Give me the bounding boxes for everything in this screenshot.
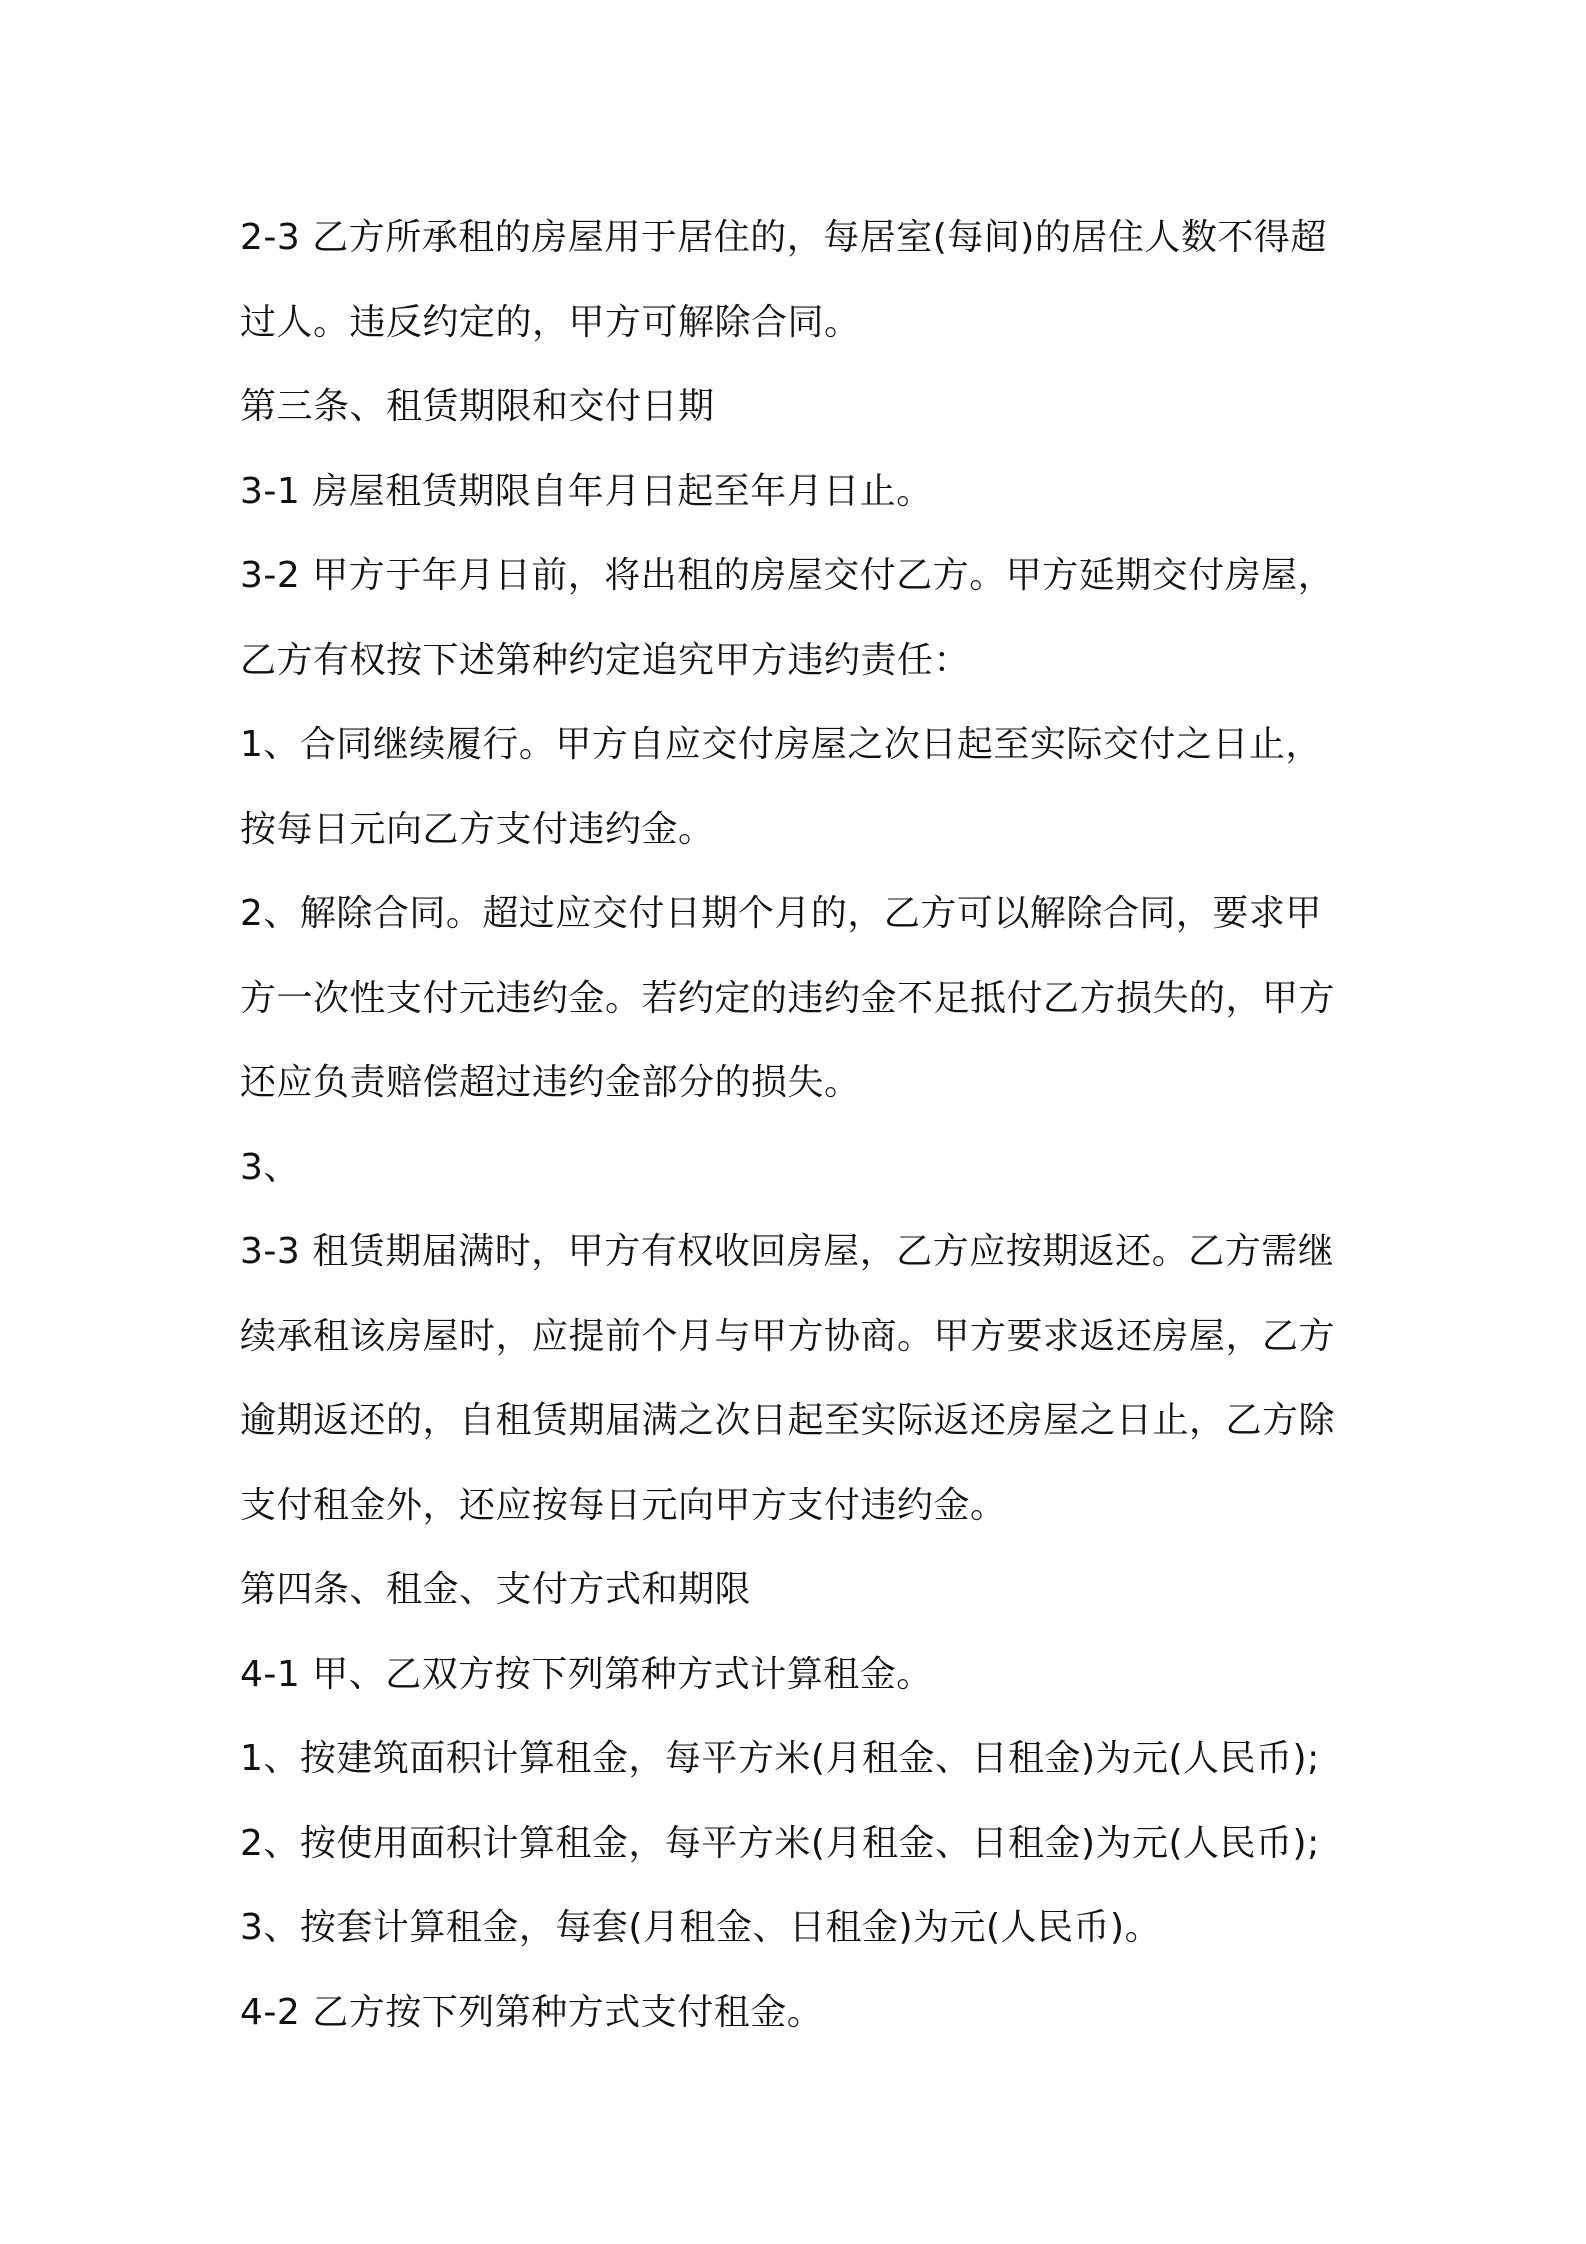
paragraph-line: 2、按使用面积计算租金，每平方米(月租金、日租金)为元(人民币);	[240, 1822, 1320, 1864]
paragraph-line: 方一次性支付元违约金。若约定的违约金不足抵付乙方损失的，甲方	[240, 977, 1336, 1019]
paragraph-line: 4-1 甲、乙双方按下列第种方式计算租金。	[240, 1653, 933, 1695]
paragraph-line: 2-3 乙方所承租的房屋用于居住的，每居室(每间)的居住人数不得超	[240, 217, 1327, 258]
paragraph-line: 逾期返还的，自租赁期届满之次日起至实际返还房屋之日止，乙方除	[240, 1400, 1336, 1441]
section-heading: 第四条、租金、支付方式和期限	[240, 1569, 752, 1610]
paragraph-line: 3-3 租赁期届满时，甲方有权收回房屋，乙方应按期返还。乙方需继	[240, 1231, 1335, 1272]
paragraph-line: 还应负责赔偿超过违约金部分的损失。	[240, 1062, 861, 1103]
section-heading: 第三条、租赁期限和交付日期	[240, 386, 715, 427]
paragraph-line: 支付租金外，还应按每日元向甲方支付违约金。	[240, 1484, 1007, 1526]
paragraph-line: 续承租该房屋时，应提前个月与甲方协商。甲方要求返还房屋，乙方	[240, 1315, 1336, 1357]
paragraph-line: 2、解除合同。超过应交付日期个月的，乙方可以解除合同，要求甲	[240, 893, 1322, 934]
paragraph-line: 3、按套计算租金，每套(月租金、日租金)为元(人民币)。	[240, 1907, 1162, 1948]
paragraph-line: 过人。违反约定的，甲方可解除合同。	[240, 301, 861, 343]
paragraph-line: 3、	[240, 1146, 300, 1188]
paragraph-line: 1、合同继续履行。甲方自应交付房屋之次日起至实际交付之日止，	[240, 724, 1322, 765]
paragraph-line: 1、按建筑面积计算租金，每平方米(月租金、日租金)为元(人民币);	[240, 1738, 1320, 1779]
paragraph-line: 3-2 甲方于年月日前，将出租的房屋交付乙方。甲方延期交付房屋，	[240, 555, 1335, 596]
paragraph-line: 4-2 乙方按下列第种方式支付租金。	[240, 1991, 824, 2033]
paragraph-line: 乙方有权按下述第种约定追究甲方违约责任：	[240, 639, 971, 681]
paragraph-line: 3-1 房屋租赁期限自年月日起至年月日止。	[240, 470, 933, 512]
document-body	[240, 196, 1360, 2055]
paragraph-line: 按每日元向乙方支付违约金。	[240, 808, 715, 850]
